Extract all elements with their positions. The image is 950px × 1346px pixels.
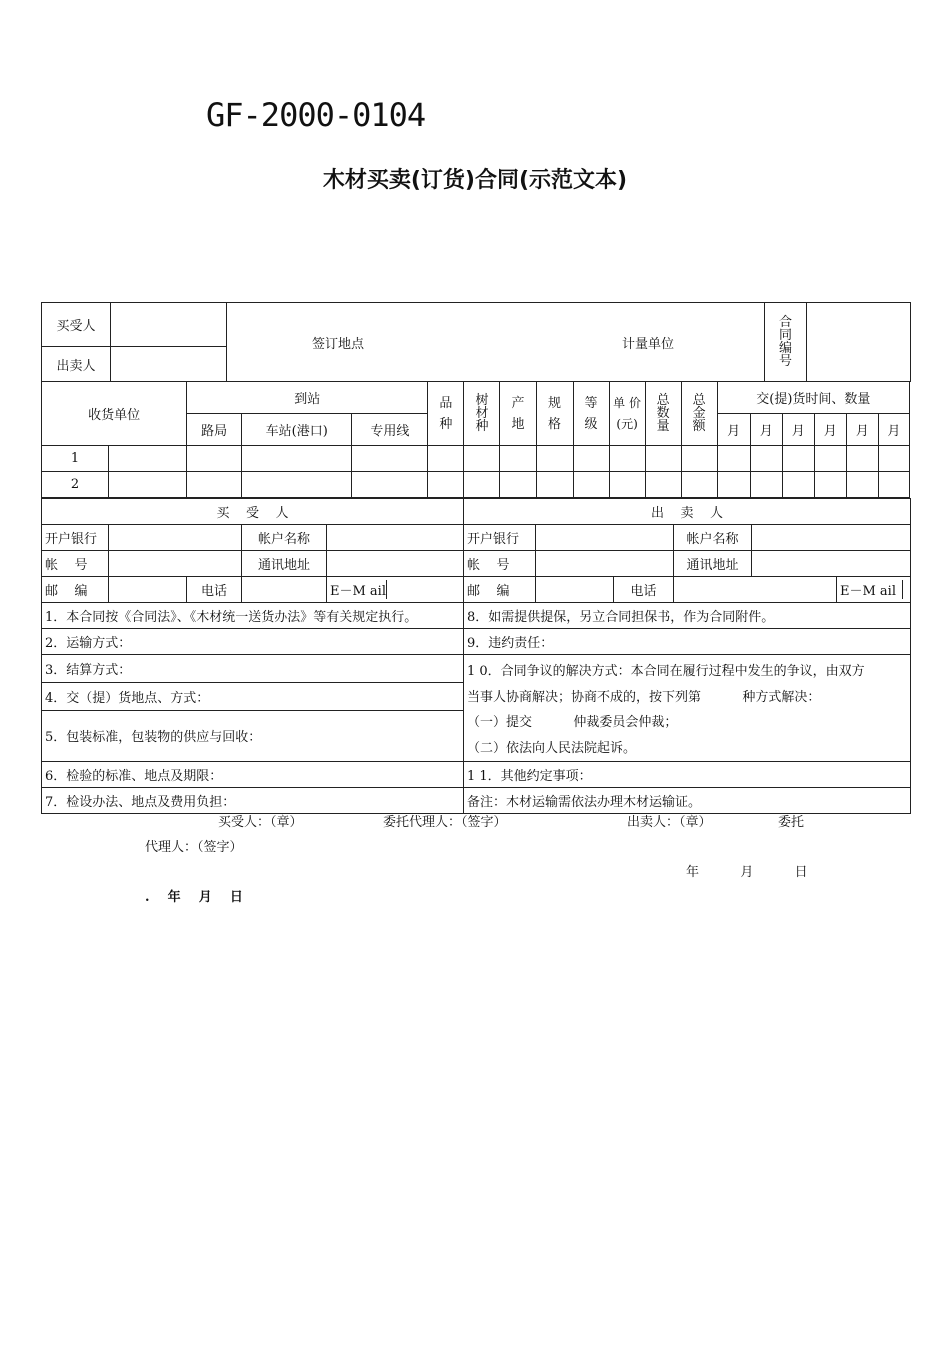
buyer-account-name-label: 帐户名称: [242, 525, 327, 551]
buyer-bank-label: 开户银行: [42, 525, 109, 551]
seller-account-name-label: 帐户名称: [674, 525, 752, 551]
contract-no-value[interactable]: [807, 303, 911, 382]
month-label: 月: [717, 414, 750, 446]
month-label: 月: [750, 414, 782, 446]
term-4: 4．交（提）货地点、方式：: [42, 682, 464, 710]
goods-table: [41, 381, 910, 498]
seller-seal: 出卖人：（章）: [627, 815, 712, 830]
delivery-time-quantity-label: 交(提)货时间、数量: [717, 382, 909, 414]
term-10: 1 0．合同争议的解决方式：本合同在履行过程中发生的争议，由双方 当事人协商解决；协商不成的，按下列第 种方式解决： （一）提交 仲裁委员会仲裁； （二）依法向人民法院起诉。: [464, 655, 911, 762]
contract-no-label: 合 同 编 号: [765, 303, 807, 382]
document-title: 木材买卖(订货)合同(示范文本): [322, 168, 628, 193]
origin-label: 产 地: [500, 382, 536, 446]
arrival-station-label: 到站: [187, 382, 428, 414]
month-label: 月: [782, 414, 814, 446]
seller-address-label: 通讯地址: [674, 551, 752, 577]
term-11: 1 1．其他约定事项：: [464, 762, 911, 788]
buyer-phone-value[interactable]: [242, 577, 327, 603]
term-8: 8．如需提供提保，另立合同担保书，作为合同附件。: [464, 603, 911, 629]
seller-phone-label: 电话: [614, 577, 674, 603]
buyer-email-label: E－M ail: [327, 577, 464, 603]
term-1: 1．本合同按《合同法》、《木材统一送货办法》等有关规定执行。: [42, 603, 464, 629]
month-label: 月: [878, 414, 909, 446]
spec-label: 规 格: [536, 382, 573, 446]
seller-address-value[interactable]: [752, 551, 911, 577]
seller-account-no-label: 帐 号: [464, 551, 536, 577]
month-label: 月: [814, 414, 846, 446]
seller-bank-value[interactable]: [536, 525, 674, 551]
buyer-label: 买受人: [42, 303, 111, 347]
entrust-label: 委托: [778, 815, 805, 830]
buyer-bank-value[interactable]: [109, 525, 242, 551]
buyer-postcode-value[interactable]: [109, 577, 187, 603]
parties-table: [41, 498, 911, 603]
seller-value[interactable]: [111, 347, 227, 382]
buyer-account-name-value[interactable]: [327, 525, 464, 551]
agent-signature: 代理人：（签字）: [145, 840, 243, 855]
buyer-section-title: 买 受 人: [42, 499, 464, 525]
terms-table: [41, 602, 911, 814]
seller-phone-value[interactable]: [674, 577, 837, 603]
railway-bureau-label: 路局: [187, 414, 242, 446]
seller-section-title: 出 卖 人: [464, 499, 911, 525]
seller-postcode-value[interactable]: [536, 577, 614, 603]
term-7: 7．检设办法、地点及费用负担：: [42, 788, 464, 814]
unit-price-label: 单 价 (元): [609, 382, 645, 446]
document-code: GF-2000-0104: [206, 96, 426, 134]
seller-label: 出卖人: [42, 347, 111, 382]
seller-account-name-value[interactable]: [752, 525, 911, 551]
term-3: 3．结算方式：: [42, 655, 464, 683]
buyer-agent: 委托代理人：（签字）: [383, 815, 507, 830]
term-6: 6．检验的标准、地点及期限：: [42, 762, 464, 788]
buyer-phone-label: 电话: [187, 577, 242, 603]
month-label: 月: [846, 414, 878, 446]
buyer-address-label: 通讯地址: [242, 551, 327, 577]
row-number: 1: [42, 446, 109, 472]
seller-postcode-label: 邮 编: [464, 577, 536, 603]
sign-place-label: 签订地点: [312, 337, 365, 352]
grade-label: 等 级: [573, 382, 609, 446]
special-line-label: 专用线: [352, 414, 428, 446]
total-amount-label: 总 金 额: [681, 382, 717, 446]
measure-unit-label: 计量单位: [622, 337, 675, 352]
sign-place-measure-cell: [227, 303, 765, 382]
term-2: 2．运输方式：: [42, 629, 464, 655]
buyer-address-value[interactable]: [327, 551, 464, 577]
note: 备注：木材运输需依法办理木材运输证。: [464, 788, 911, 814]
seller-email-label: E－M ail: [837, 577, 911, 603]
receiving-unit-label: 收货单位: [42, 382, 187, 446]
species-label: 树 材 种: [464, 382, 500, 446]
date-right: 年 月 日: [686, 865, 808, 880]
station-port-label: 车站(港口): [242, 414, 352, 446]
seller-account-no-value[interactable]: [536, 551, 674, 577]
row-number: 2: [42, 472, 109, 498]
seller-bank-label: 开户银行: [464, 525, 536, 551]
term-9: 9．违约责任：: [464, 629, 911, 655]
variety-label: 品 种: [428, 382, 464, 446]
buyer-postcode-label: 邮 编: [42, 577, 109, 603]
total-quantity-label: 总 数 量: [645, 382, 681, 446]
term-5: 5．包装标准，包装物的供应与回收：: [42, 710, 464, 761]
buyer-account-no-value[interactable]: [109, 551, 242, 577]
buyer-account-no-label: 帐 号: [42, 551, 109, 577]
buyer-seal: 买受人：（章）: [218, 815, 303, 830]
table-row: [42, 446, 910, 472]
header-table: [41, 302, 911, 382]
date-left: . 年 月 日: [145, 890, 243, 905]
table-row: [42, 472, 910, 498]
buyer-value[interactable]: [111, 303, 227, 347]
